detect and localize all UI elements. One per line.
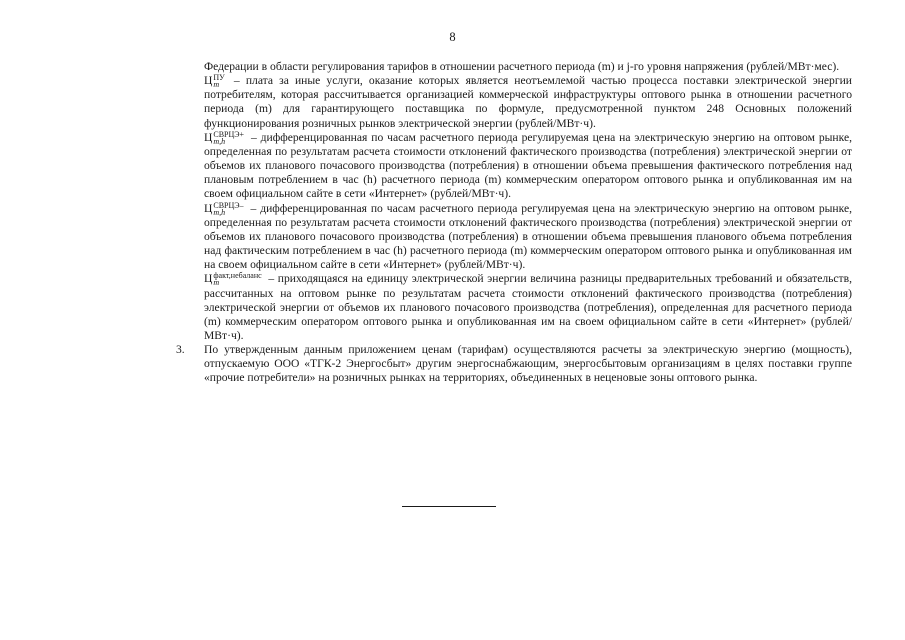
definition-text: – приходящаяся на единицу электрической энергии величина разницы предварительных требований и обязательств, рассчитанных на оптовом рынке по результатам расчета стоимости отклонений фактического производства (потребления) электрической энергии от объемов их планового почасового производства (потребления), определенная для расчетного периода (m) коммерческим оператором оптового рынка и опубликованная им на своем официальном сайте в сети «Интернет» (рублей/МВт·ч). bbox=[204, 272, 852, 342]
page-number: 8 bbox=[449, 30, 456, 44]
end-separator-line bbox=[402, 506, 496, 507]
definition-text: – дифференцированная по часам расчетного периода регулируемая цена на электрическую энергию на оптовом рынке, определенная по результатам расчета стоимости отклонений фактического производства (потребления) электрической энергии от объемов их планового почасового производства (потребления) в отношении объема превышения планового объема потребления над фактическим потреблением в час (h) расчетного периода (m) коммерческим оператором оптового рынка и опубликованная им на своем официальном сайте в сети «Интернет» (рублей/МВт·ч). bbox=[204, 201, 852, 272]
definition-fakt-nebalans bbox=[204, 272, 852, 343]
symbol-ts-svrtse-plus: Ц СВРЦЭ+ m,h bbox=[204, 129, 245, 146]
definition-svrtse-minus bbox=[204, 202, 852, 273]
list-item-text: По утвержденным данным приложением ценам (тарифам) осуществляются расчеты за электрическую энергию (мощность), отпускаемую ООО «ТГК-2 Энергосбыт» другим энергоснабжающим, энергосбытовым организациям в целях поставки группе «прочие потребители» на розничных рынках на территориях, объединенных в неценовые зоны оптового рынка. bbox=[204, 343, 852, 385]
symbol-ts-fakt-nebalans: Ц факт,небаланс m bbox=[204, 271, 262, 288]
definition-pu bbox=[204, 74, 852, 131]
definition-svrtse-plus bbox=[204, 131, 852, 202]
list-item-number: 3. bbox=[176, 343, 185, 357]
definition-text: – плата за иные услуги, оказание которых является неотъемлемой частью процесса поставки электрической энергии потребителям, которая рассчитывается организацией коммерческой инфраструктуры оптового рынка в отношении расчетного периода (m) для гарантирующего поставщика по формуле, предусмотренной пунктом 248 Основных положений функционирования розничных рынков электрической энергии (рублей/МВт·ч). bbox=[204, 74, 852, 130]
intro-paragraph: Федерации в области регулирования тарифов в отношении расчетного периода (m) и j-го уровня напряжения (рублей/МВт·мес). bbox=[204, 60, 840, 73]
list-item-3 bbox=[176, 343, 852, 385]
definition-text: – дифференцированная по часам расчетного периода регулируемая цена на электрическую энергию на оптовом рынке, определенная по результатам расчета стоимости отклонений фактического производства (потребления) электрической энергии от объемов их планового почасового производства (потребления) в отношении объема превышения фактического потребления над плановым потреблением в час (h) расчетного периода (m) коммерческим оператором оптового рынка и опубликованная им на своем официальном сайте в сети «Интернет» (рублей/МВт·ч). bbox=[204, 130, 852, 201]
symbol-ts-pu: Ц ПУ m bbox=[204, 73, 225, 90]
document-body bbox=[176, 60, 852, 386]
symbol-ts-svrtse-minus: Ц СВРЦЭ– m,h bbox=[204, 200, 244, 217]
